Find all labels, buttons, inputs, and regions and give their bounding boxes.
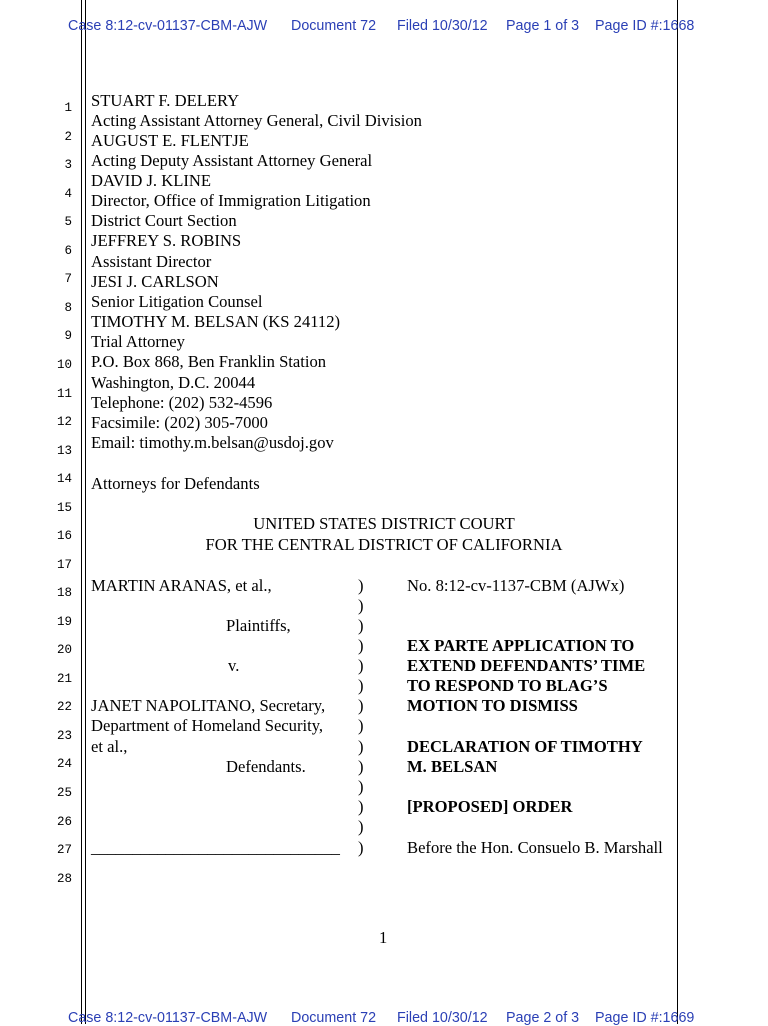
counsel-line: P.O. Box 868, Ben Franklin Station xyxy=(91,352,327,371)
counsel-line: Acting Deputy Assistant Attorney General xyxy=(91,151,373,170)
line-number: 1 xyxy=(64,101,72,115)
defendants-label: Defendants. xyxy=(226,757,306,776)
counsel-line: Trial Attorney xyxy=(91,332,185,351)
line-number: 4 xyxy=(64,187,72,201)
caption-paren: ) xyxy=(358,817,364,836)
header-case-number: Case 8:12-cv-01137-CBM-AJW xyxy=(68,1010,268,1026)
caption-paren: ) xyxy=(358,696,364,715)
line-number: 12 xyxy=(56,415,72,429)
declaration-title-line: M. BELSAN xyxy=(407,757,498,776)
line-number: 5 xyxy=(64,215,72,229)
header-page: Page 2 of 3 xyxy=(506,1010,580,1026)
defendant-line: JANET NAPOLITANO, Secretary, xyxy=(91,696,326,715)
line-number: 2 xyxy=(64,130,72,144)
caption-paren: ) xyxy=(358,716,364,735)
caption-paren: ) xyxy=(358,636,364,655)
line-number: 22 xyxy=(56,700,72,714)
caption-paren: ) xyxy=(358,797,364,816)
counsel-line: JESI J. CARLSON xyxy=(91,272,219,291)
judge-line: Before the Hon. Consuelo B. Marshall xyxy=(407,838,663,857)
line-number: 26 xyxy=(56,815,72,829)
caption-paren: ) xyxy=(358,596,364,615)
caption-signature-line: ______________________________ xyxy=(91,838,340,857)
line-number: 21 xyxy=(56,672,72,686)
caption-paren: ) xyxy=(358,676,364,695)
court-name: UNITED STATES DISTRICT COURT xyxy=(253,514,515,533)
counsel-line: Director, Office of Immigration Litigation xyxy=(91,191,371,210)
application-title-line: EXTEND DEFENDANTS’ TIME xyxy=(407,656,646,675)
line-number: 23 xyxy=(56,729,72,743)
line-number: 11 xyxy=(56,387,72,401)
right-margin-rule xyxy=(677,0,678,1024)
caption-paren: ) xyxy=(358,656,364,675)
application-title-line: EX PARTE APPLICATION TO xyxy=(407,636,635,655)
counsel-line: Washington, D.C. 20044 xyxy=(91,373,256,392)
line-number: 20 xyxy=(56,643,72,657)
header-filed-date: Filed 10/30/12 xyxy=(397,1010,488,1026)
counsel-line: DAVID J. KLINE xyxy=(91,171,211,190)
line-number: 8 xyxy=(64,301,72,315)
line-number: 3 xyxy=(64,158,72,172)
line-number: 9 xyxy=(64,329,72,343)
counsel-line: STUART F. DELERY xyxy=(91,91,240,110)
line-number: 27 xyxy=(56,843,72,857)
court-district: FOR THE CENTRAL DISTRICT OF CALIFORNIA xyxy=(205,535,563,554)
counsel-line: AUGUST E. FLENTJE xyxy=(91,131,249,150)
line-number: 24 xyxy=(56,757,72,771)
case-number: No. 8:12-cv-1137-CBM (AJWx) xyxy=(407,576,625,595)
counsel-line: Facsimile: (202) 305-7000 xyxy=(91,413,268,432)
declaration-title-line: DECLARATION OF TIMOTHY xyxy=(407,737,643,756)
line-number: 7 xyxy=(64,272,72,286)
page-number: 1 xyxy=(379,928,388,947)
caption-paren: ) xyxy=(358,777,364,796)
line-number: 18 xyxy=(56,586,72,600)
counsel-line: Acting Assistant Attorney General, Civil Division xyxy=(91,111,422,130)
header-page: Page 1 of 3 xyxy=(506,18,580,34)
versus: v. xyxy=(228,656,240,675)
header-document: Document 72 xyxy=(291,18,377,34)
counsel-line: TIMOTHY M. BELSAN (KS 24112) xyxy=(91,312,341,331)
defendant-line: et al., xyxy=(91,737,128,756)
header-page-id: Page ID #:1668 xyxy=(595,18,695,34)
header-case-number: Case 8:12-cv-01137-CBM-AJW xyxy=(68,18,268,34)
line-number: 19 xyxy=(56,615,72,629)
line-number: 17 xyxy=(56,558,72,572)
line-number: 10 xyxy=(56,358,72,372)
caption-paren: ) xyxy=(358,576,364,595)
plaintiffs-label: Plaintiffs, xyxy=(226,616,291,635)
application-title-line: MOTION TO DISMISS xyxy=(407,696,578,715)
proposed-order-title: [PROPOSED] ORDER xyxy=(407,797,573,816)
left-margin-rule-1 xyxy=(81,0,82,1024)
line-number: 15 xyxy=(56,501,72,515)
plaintiff-name: MARTIN ARANAS, et al., xyxy=(91,576,272,595)
line-number: 25 xyxy=(56,786,72,800)
caption-paren: ) xyxy=(358,616,364,635)
header-document: Document 72 xyxy=(291,1010,377,1026)
counsel-line: JEFFREY S. ROBINS xyxy=(91,231,242,250)
caption-paren: ) xyxy=(358,838,364,857)
line-number: 16 xyxy=(56,529,72,543)
counsel-line: District Court Section xyxy=(91,211,237,230)
counsel-line: Assistant Director xyxy=(91,252,212,271)
counsel-line: Telephone: (202) 532-4596 xyxy=(91,393,273,412)
application-title-line: TO RESPOND TO BLAG’S xyxy=(407,676,608,695)
caption-paren: ) xyxy=(358,757,364,776)
attorneys-for-defendants: Attorneys for Defendants xyxy=(91,474,260,493)
header-page-id: Page ID #:1669 xyxy=(595,1010,695,1026)
line-number: 28 xyxy=(56,872,72,886)
line-number: 6 xyxy=(64,244,72,258)
line-number: 14 xyxy=(56,472,72,486)
header-filed-date: Filed 10/30/12 xyxy=(397,18,488,34)
counsel-line: Senior Litigation Counsel xyxy=(91,292,263,311)
caption-paren: ) xyxy=(358,737,364,756)
line-number: 13 xyxy=(56,444,72,458)
left-margin-rule-2 xyxy=(85,0,86,1024)
counsel-line: Email: timothy.m.belsan@usdoj.gov xyxy=(91,433,334,452)
defendant-line: Department of Homeland Security, xyxy=(91,716,324,735)
